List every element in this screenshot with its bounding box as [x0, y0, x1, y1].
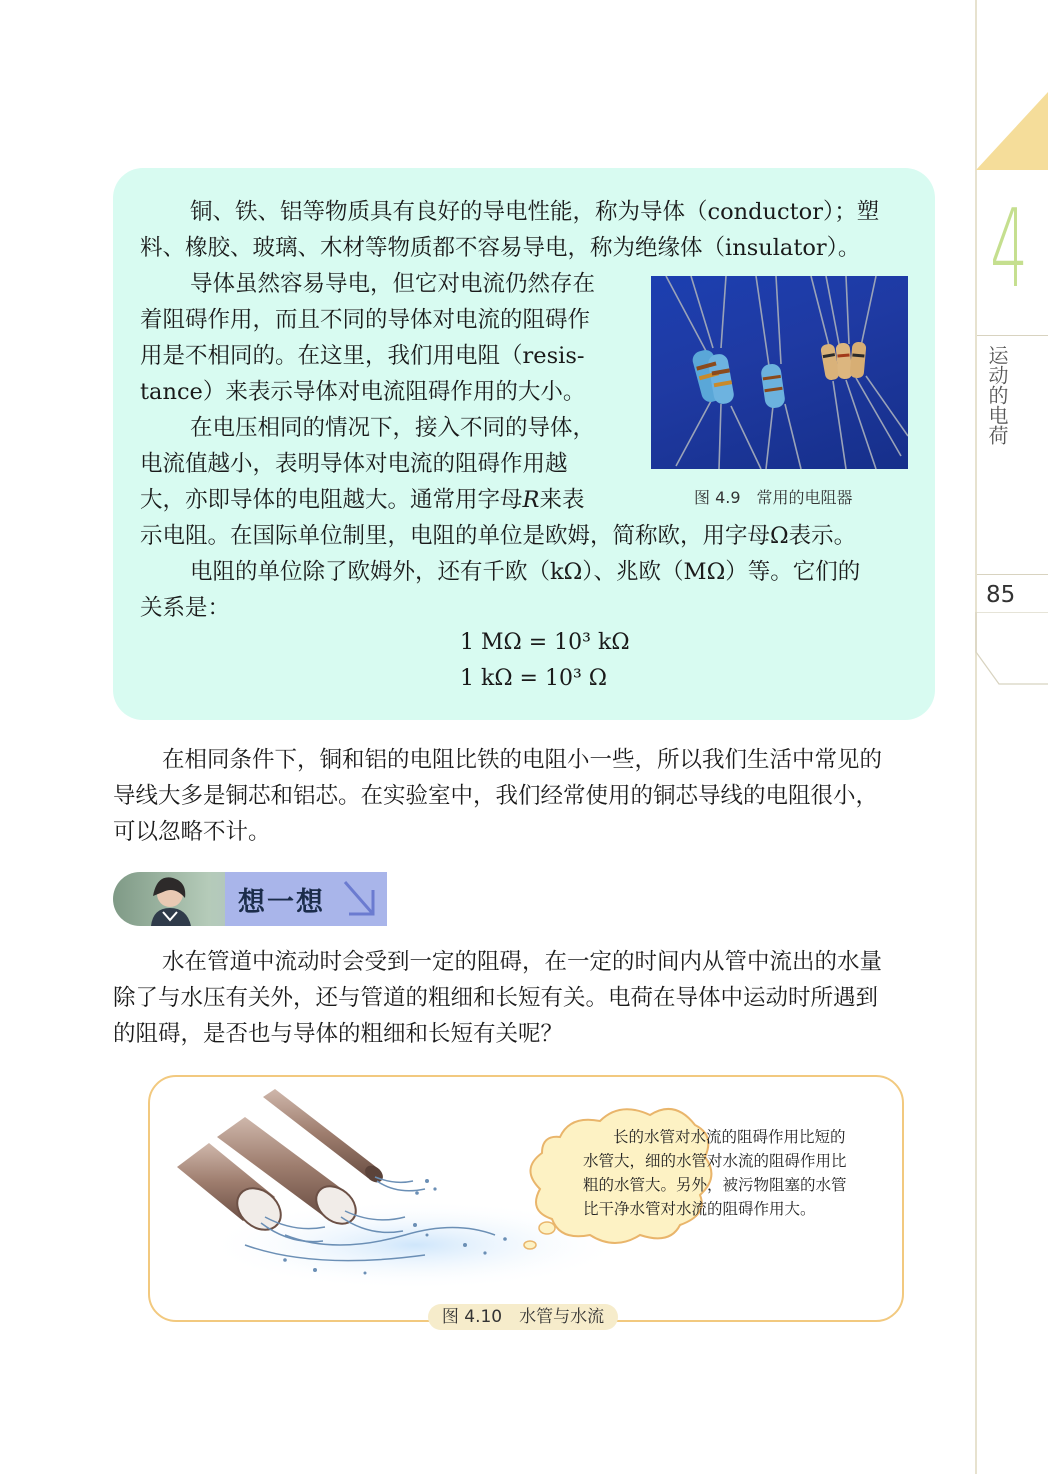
- cloud-line: 粗的水管大。另外，被污物阻塞的水管: [583, 1176, 847, 1194]
- side-tab-border: [975, 0, 977, 1474]
- paragraph-line: 在电压相同的情况下，接入不同的导体，: [190, 415, 596, 441]
- cloud-text: [583, 1125, 863, 1221]
- side-divider: [977, 574, 1048, 575]
- side-tab-triangle: [976, 92, 1048, 170]
- paragraph-line: 除了与水压有关外，还与管道的粗细和长短有关。电荷在导体中运动时所遇到: [113, 985, 879, 1011]
- paragraph-line: 用是不相同的。在这里，我们用电阻（resis-: [140, 343, 585, 369]
- chapter-title: 运动的电荷: [985, 345, 1009, 445]
- paragraph-line: 可以忽略不计。: [113, 819, 271, 845]
- paragraph-line: 水在管道中流动时会受到一定的阻碍，在一定的时间内从管中流出的水量: [162, 949, 883, 975]
- resistance-symbol: R: [522, 487, 540, 513]
- text-run: 大，亦即导体的电阻越大。通常用字母: [140, 487, 523, 513]
- paragraph-line: 着阻碍作用，而且不同的导体对电流的阻碍作: [140, 307, 591, 333]
- side-tab-bottom: [975, 612, 1048, 688]
- chapter-number: 4: [990, 187, 1028, 312]
- formula: 1 MΩ = 10³ kΩ: [460, 630, 630, 655]
- resistor-illustration: [651, 276, 908, 469]
- cloud-line: 长的水管对水流的阻碍作用比短的: [613, 1128, 846, 1146]
- paragraph-line: 示电阻。在国际单位制里，电阻的单位是欧姆，简称欧，用字母Ω表示。: [140, 523, 857, 549]
- side-divider: [977, 335, 1048, 336]
- paragraph-line: tance）来表示导体对电流阻碍作用的大小。: [140, 379, 586, 405]
- formula: 1 kΩ = 10³ Ω: [460, 666, 608, 691]
- paragraph-line: 关系是：: [140, 595, 231, 621]
- think-title: 想一想: [238, 887, 325, 918]
- paragraph-line: 铜、铁、铝等物质具有良好的导电性能，称为导体（conductor）；塑: [190, 199, 880, 225]
- paragraph-line: 料、橡胶、玻璃、木材等物质都不容易导电，称为绝缘体（insulator）。: [140, 235, 861, 261]
- paragraph-line: 电流值越小，表明导体对电流的阻碍作用越: [140, 451, 568, 477]
- text-run: 来表: [539, 487, 585, 513]
- paragraph-line: 的阻碍，是否也与导体的粗细和长短有关呢？: [113, 1021, 564, 1047]
- paragraph-line: 电阻的单位除了欧姆外，还有千欧（kΩ）、兆欧（MΩ）等。它们的: [190, 559, 861, 585]
- paragraph-line: [140, 482, 584, 518]
- paragraph-line: 导体虽然容易导电，但它对电流仍然存在: [190, 271, 596, 297]
- resistor-photo: [651, 276, 908, 469]
- figure-caption: 图 4.10 水管与水流: [428, 1304, 618, 1330]
- paragraph-line: 导线大多是铜芯和铝芯。在实验室中，我们经常使用的铜芯导线的电阻很小，: [113, 783, 879, 809]
- cloud-line: 比干净水管对水流的阻碍作用大。: [583, 1200, 816, 1218]
- page-number: 85: [986, 582, 1016, 608]
- cloud-line: 水管大，细的水管对水流的阻碍作用比: [583, 1152, 847, 1170]
- paragraph-line: 在相同条件下，铜和铝的电阻比铁的电阻小一些，所以我们生活中常见的: [162, 747, 883, 773]
- figure-caption: 图 4.9 常用的电阻器: [694, 488, 853, 507]
